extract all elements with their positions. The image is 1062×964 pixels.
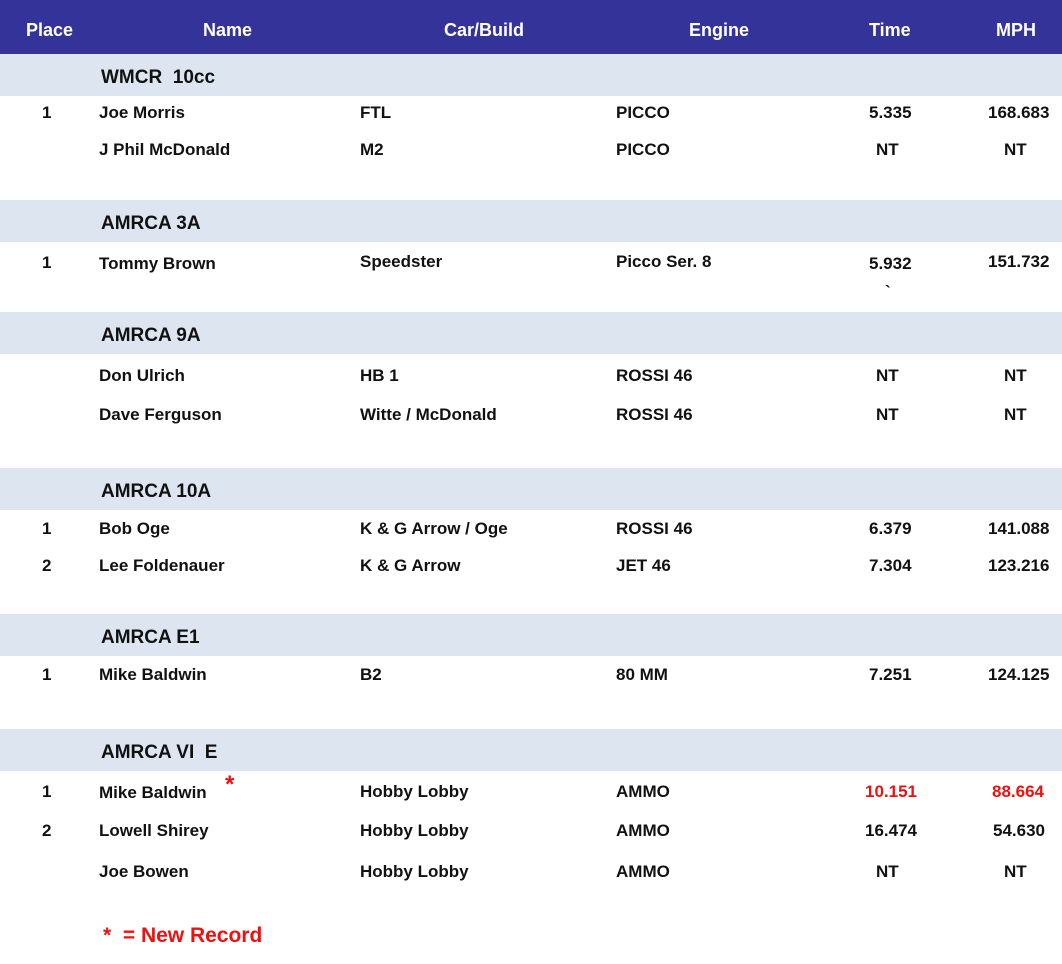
cell-mph: 124.125 (988, 665, 1050, 684)
stray-mark: ` (885, 282, 891, 301)
cell-mph-record: 88.664 (992, 782, 1044, 801)
section-band (0, 312, 1062, 354)
header-name: Name (203, 20, 253, 40)
new-record-star: * (225, 771, 235, 798)
cell-time-record: 10.151 (865, 782, 917, 801)
cell-engine: AMMO (616, 862, 670, 881)
cell-place: 2 (42, 821, 52, 840)
header-car: Car/Build (444, 20, 525, 40)
section-band (0, 468, 1062, 510)
cell-car: K & G Arrow / Oge (360, 519, 508, 538)
cell-mph: 123.216 (988, 556, 1050, 575)
cell-engine: JET 46 (616, 556, 671, 575)
cell-time: NT (876, 405, 899, 424)
cell-place: 1 (42, 665, 52, 684)
cell-name: Mike Baldwin (99, 783, 207, 802)
cell-mph: NT (1004, 862, 1027, 881)
cell-car: B2 (360, 665, 382, 684)
cell-name: Dave Ferguson (99, 405, 222, 424)
section-title: AMRCA E1 (101, 627, 200, 648)
cell-mph: 54.630 (993, 821, 1045, 840)
cell-mph: 151.732 (988, 252, 1050, 271)
cell-engine: ROSSI 46 (616, 366, 693, 385)
cell-engine: ROSSI 46 (616, 405, 693, 424)
section-title: AMRCA VI E (101, 742, 218, 763)
cell-mph: NT (1004, 366, 1027, 385)
cell-engine: Picco Ser. 8 (616, 252, 712, 271)
header-place: Place (26, 20, 74, 40)
table-header (0, 0, 1062, 54)
section-band (0, 729, 1062, 771)
cell-place: 1 (42, 253, 52, 272)
cell-engine: AMMO (616, 821, 670, 840)
section-band (0, 200, 1062, 242)
cell-car: M2 (360, 140, 384, 159)
cell-name: J Phil McDonald (99, 140, 231, 159)
cell-place: 2 (42, 556, 52, 575)
header-time: Time (869, 20, 911, 40)
cell-car: Hobby Lobby (360, 782, 469, 801)
cell-engine: PICCO (616, 140, 670, 159)
cell-name: Mike Baldwin (99, 665, 207, 684)
cell-place: 1 (42, 519, 52, 538)
cell-time: 5.335 (869, 103, 912, 122)
section-title: WMCR 10cc (101, 67, 216, 88)
cell-car: Speedster (360, 252, 443, 271)
cell-name: Don Ulrich (99, 366, 185, 385)
cell-car: FTL (360, 103, 392, 122)
cell-time: NT (876, 862, 899, 881)
cell-mph: NT (1004, 140, 1027, 159)
cell-time: NT (876, 366, 899, 385)
new-record-legend: * = New Record (103, 924, 263, 947)
section-band (0, 614, 1062, 656)
cell-place: 1 (42, 103, 52, 122)
section-band (0, 54, 1062, 96)
cell-place: 1 (42, 782, 52, 801)
cell-engine: PICCO (616, 103, 670, 122)
section-title: AMRCA 9A (101, 325, 201, 346)
header-mph: MPH (996, 20, 1036, 40)
cell-name: Joe Bowen (99, 862, 189, 881)
cell-car: Hobby Lobby (360, 821, 469, 840)
cell-engine: 80 MM (616, 665, 668, 684)
header-engine: Engine (689, 20, 750, 40)
cell-time: 6.379 (869, 519, 912, 538)
cell-name: Bob Oge (99, 519, 170, 538)
cell-name: Lowell Shirey (99, 821, 209, 840)
cell-time: 7.251 (869, 665, 912, 684)
cell-time: 5.932 (869, 254, 912, 273)
cell-name: Joe Morris (99, 103, 185, 122)
cell-time: 16.474 (865, 821, 917, 840)
cell-car: K & G Arrow (360, 556, 461, 575)
cell-car: Hobby Lobby (360, 862, 469, 881)
cell-time: NT (876, 140, 899, 159)
cell-car: Witte / McDonald (360, 405, 497, 424)
cell-mph: 168.683 (988, 103, 1050, 122)
cell-name: Tommy Brown (99, 254, 216, 273)
section-title: AMRCA 3A (101, 213, 201, 234)
cell-name: Lee Foldenauer (99, 556, 225, 575)
cell-car: HB 1 (360, 366, 399, 385)
cell-mph: NT (1004, 405, 1027, 424)
cell-engine: ROSSI 46 (616, 519, 693, 538)
section-title: AMRCA 10A (101, 481, 212, 502)
cell-mph: 141.088 (988, 519, 1050, 538)
cell-time: 7.304 (869, 556, 912, 575)
cell-engine: AMMO (616, 782, 670, 801)
